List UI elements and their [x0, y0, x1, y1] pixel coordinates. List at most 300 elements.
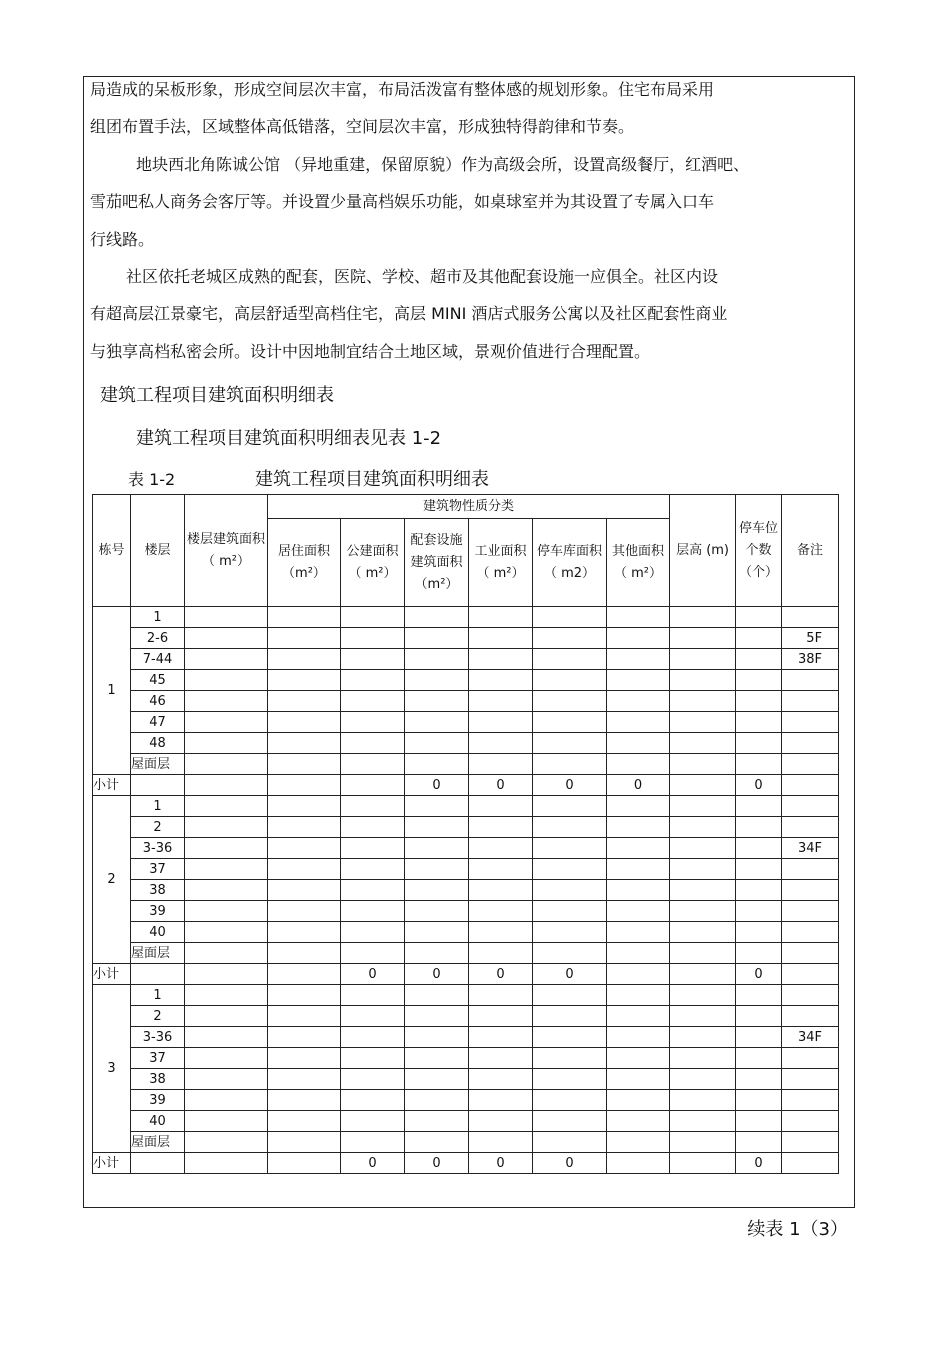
parking-cell — [736, 943, 782, 964]
other-cell — [607, 796, 670, 817]
note-cell — [782, 691, 839, 712]
garage-cell — [533, 817, 607, 838]
height-cell — [670, 691, 736, 712]
industrial-cell — [469, 1048, 533, 1069]
floor-cell: 38 — [131, 880, 185, 901]
garage-cell — [533, 985, 607, 1006]
facility-cell — [405, 859, 469, 880]
garage-cell — [533, 712, 607, 733]
other-cell — [607, 838, 670, 859]
subtotal-public — [341, 775, 405, 796]
residential-cell — [268, 943, 341, 964]
subtotal-label: 小计 — [93, 775, 131, 796]
floor-cell: 2 — [131, 817, 185, 838]
facility-cell — [405, 712, 469, 733]
floor-area-cell — [185, 1006, 268, 1027]
note-cell — [782, 1090, 839, 1111]
note-cell — [782, 880, 839, 901]
subtotal-garage: 0 — [533, 775, 607, 796]
public-cell — [341, 607, 405, 628]
parking-cell — [736, 628, 782, 649]
note-cell — [782, 733, 839, 754]
floor-area-cell — [185, 880, 268, 901]
industrial-cell — [469, 670, 533, 691]
parking-cell — [736, 1048, 782, 1069]
table-row — [93, 817, 839, 838]
residential-cell — [268, 1048, 341, 1069]
facility-cell — [405, 607, 469, 628]
height-cell — [670, 838, 736, 859]
building-number: 1 — [93, 607, 131, 775]
other-cell — [607, 1132, 670, 1153]
height-cell — [670, 1006, 736, 1027]
floor-area-cell — [185, 712, 268, 733]
residential-cell — [268, 691, 341, 712]
subtotal-empty-cell — [670, 775, 736, 796]
floor-cell: 38 — [131, 1069, 185, 1090]
garage-cell — [533, 691, 607, 712]
parking-cell — [736, 670, 782, 691]
subtotal-facility: 0 — [405, 964, 469, 985]
note-cell — [782, 1006, 839, 1027]
height-cell — [670, 1132, 736, 1153]
facility-cell — [405, 733, 469, 754]
industrial-cell — [469, 1069, 533, 1090]
table-row — [93, 1027, 839, 1048]
height-cell — [670, 922, 736, 943]
residential-cell — [268, 922, 341, 943]
header-public: 公建面积（ m²） — [341, 519, 405, 607]
industrial-cell — [469, 754, 533, 775]
subtotal-empty-cell — [268, 1153, 341, 1174]
public-cell — [341, 1111, 405, 1132]
header-parking: 停车位个数（个） — [736, 495, 782, 607]
garage-cell — [533, 670, 607, 691]
note-cell — [782, 754, 839, 775]
garage-cell — [533, 733, 607, 754]
subtotal-facility: 0 — [405, 775, 469, 796]
facility-cell — [405, 943, 469, 964]
height-cell — [670, 733, 736, 754]
garage-cell — [533, 1006, 607, 1027]
facility-cell — [405, 1069, 469, 1090]
floor-area-cell — [185, 670, 268, 691]
parking-cell — [736, 922, 782, 943]
table-row — [93, 1006, 839, 1027]
parking-cell — [736, 1090, 782, 1111]
subtotal-empty-cell — [782, 775, 839, 796]
table-row — [93, 607, 839, 628]
height-cell — [670, 628, 736, 649]
subtotal-empty-cell — [782, 964, 839, 985]
subtotal-facility: 0 — [405, 1153, 469, 1174]
parking-cell — [736, 1027, 782, 1048]
note-cell — [782, 922, 839, 943]
floor-area-cell — [185, 1069, 268, 1090]
subtotal-parking: 0 — [736, 775, 782, 796]
industrial-cell — [469, 607, 533, 628]
table-row — [93, 880, 839, 901]
other-cell — [607, 1111, 670, 1132]
garage-cell — [533, 880, 607, 901]
height-cell — [670, 859, 736, 880]
header-group: 建筑物性质分类 — [268, 495, 670, 519]
floor-cell: 7-44 — [131, 649, 185, 670]
note-cell — [782, 712, 839, 733]
floor-cell: 3-36 — [131, 838, 185, 859]
parking-cell — [736, 1111, 782, 1132]
industrial-cell — [469, 880, 533, 901]
residential-cell — [268, 670, 341, 691]
subtotal-empty-cell — [268, 775, 341, 796]
table-label: 表 1-2 — [128, 470, 176, 489]
industrial-cell — [469, 922, 533, 943]
facility-cell — [405, 1090, 469, 1111]
parking-cell — [736, 817, 782, 838]
other-cell — [607, 859, 670, 880]
residential-cell — [268, 838, 341, 859]
subtotal-empty-cell — [670, 1153, 736, 1174]
floor-area-cell — [185, 796, 268, 817]
subtotal-row — [93, 964, 839, 985]
table-row — [93, 1090, 839, 1111]
industrial-cell — [469, 1027, 533, 1048]
facility-cell — [405, 628, 469, 649]
public-cell — [341, 922, 405, 943]
industrial-cell — [469, 1090, 533, 1111]
other-cell — [607, 1048, 670, 1069]
note-cell — [782, 670, 839, 691]
facility-cell — [405, 1027, 469, 1048]
height-cell — [670, 1111, 736, 1132]
residential-cell — [268, 880, 341, 901]
paragraph-line: 局造成的呆板形象，形成空间层次丰富，布局活泼富有整体感的规划形象。住宅布局采用 — [90, 80, 715, 99]
floor-area-cell — [185, 838, 268, 859]
note-cell: 34F — [782, 1027, 839, 1048]
floor-area-cell — [185, 922, 268, 943]
subtotal-public: 0 — [341, 964, 405, 985]
industrial-cell — [469, 628, 533, 649]
industrial-cell — [469, 691, 533, 712]
residential-cell — [268, 1006, 341, 1027]
floor-area-cell — [185, 985, 268, 1006]
garage-cell — [533, 607, 607, 628]
table-row — [93, 712, 839, 733]
residential-cell — [268, 901, 341, 922]
floor-cell: 46 — [131, 691, 185, 712]
paragraph-line: 雪茄吧私人商务会客厅等。并设置少量高档娱乐功能，如桌球室并为其设置了专属入口车 — [90, 192, 715, 211]
floor-cell: 2-6 — [131, 628, 185, 649]
paragraph-line: 组团布置手法，区域整体高低错落，空间层次丰富，形成独特得韵律和节奏。 — [90, 117, 635, 136]
floor-cell: 1 — [131, 985, 185, 1006]
note-cell — [782, 901, 839, 922]
subtotal-parking: 0 — [736, 964, 782, 985]
subtotal-public: 0 — [341, 1153, 405, 1174]
subtotal-empty-cell — [268, 964, 341, 985]
facility-cell — [405, 817, 469, 838]
floor-area-cell — [185, 649, 268, 670]
garage-cell — [533, 796, 607, 817]
parking-cell — [736, 859, 782, 880]
other-cell — [607, 649, 670, 670]
height-cell — [670, 901, 736, 922]
subtotal-empty-cell — [782, 1153, 839, 1174]
floor-area-cell — [185, 733, 268, 754]
floor-area-cell — [185, 691, 268, 712]
section-subheading: 建筑工程项目建筑面积明细表见表 1-2 — [136, 428, 442, 449]
height-cell — [670, 670, 736, 691]
height-cell — [670, 754, 736, 775]
subtotal-row — [93, 1153, 839, 1174]
floor-area-cell — [185, 943, 268, 964]
floor-cell: 屋面层 — [131, 1132, 185, 1153]
garage-cell — [533, 1027, 607, 1048]
note-cell: 5F — [782, 628, 839, 649]
public-cell — [341, 691, 405, 712]
subtotal-other: 0 — [607, 775, 670, 796]
header-other: 其他面积（ m²） — [607, 519, 670, 607]
floor-cell: 屋面层 — [131, 754, 185, 775]
public-cell — [341, 880, 405, 901]
industrial-cell — [469, 901, 533, 922]
facility-cell — [405, 691, 469, 712]
subtotal-garage: 0 — [533, 964, 607, 985]
industrial-cell — [469, 859, 533, 880]
other-cell — [607, 712, 670, 733]
parking-cell — [736, 733, 782, 754]
note-cell: 38F — [782, 649, 839, 670]
subtotal-empty-cell — [185, 775, 268, 796]
industrial-cell — [469, 1132, 533, 1153]
garage-cell — [533, 1069, 607, 1090]
industrial-cell — [469, 943, 533, 964]
facility-cell — [405, 796, 469, 817]
note-cell — [782, 943, 839, 964]
parking-cell — [736, 691, 782, 712]
subtotal-empty-cell — [131, 964, 185, 985]
garage-cell — [533, 922, 607, 943]
section-heading: 建筑工程项目建筑面积明细表 — [100, 385, 334, 406]
other-cell — [607, 880, 670, 901]
floor-area-cell — [185, 901, 268, 922]
floor-area-cell — [185, 1132, 268, 1153]
public-cell — [341, 796, 405, 817]
table-row — [93, 1111, 839, 1132]
public-cell — [341, 943, 405, 964]
table-row — [93, 691, 839, 712]
height-cell — [670, 1069, 736, 1090]
parking-cell — [736, 1132, 782, 1153]
table-title: 建筑工程项目建筑面积明细表 — [255, 469, 489, 490]
height-cell — [670, 1027, 736, 1048]
other-cell — [607, 754, 670, 775]
parking-cell — [736, 1006, 782, 1027]
table-row — [93, 754, 839, 775]
parking-cell — [736, 1069, 782, 1090]
floor-cell: 3-36 — [131, 1027, 185, 1048]
public-cell — [341, 1027, 405, 1048]
residential-cell — [268, 733, 341, 754]
continued-label: 续表 1（3） — [747, 1219, 848, 1240]
subtotal-label: 小计 — [93, 1153, 131, 1174]
residential-cell — [268, 1090, 341, 1111]
table-row — [93, 985, 839, 1006]
facility-cell — [405, 922, 469, 943]
residential-cell — [268, 817, 341, 838]
public-cell — [341, 1069, 405, 1090]
parking-cell — [736, 607, 782, 628]
height-cell — [670, 985, 736, 1006]
garage-cell — [533, 1090, 607, 1111]
garage-cell — [533, 628, 607, 649]
height-cell — [670, 796, 736, 817]
note-cell — [782, 817, 839, 838]
header-garage: 停车库面积（ m2） — [533, 519, 607, 607]
facility-cell — [405, 1132, 469, 1153]
note-cell — [782, 859, 839, 880]
subtotal-row — [93, 775, 839, 796]
residential-cell — [268, 859, 341, 880]
facility-cell — [405, 880, 469, 901]
public-cell — [341, 1006, 405, 1027]
industrial-cell — [469, 796, 533, 817]
public-cell — [341, 733, 405, 754]
public-cell — [341, 754, 405, 775]
public-cell — [341, 670, 405, 691]
public-cell — [341, 859, 405, 880]
height-cell — [670, 943, 736, 964]
table-row — [93, 796, 839, 817]
facility-cell — [405, 1111, 469, 1132]
floor-cell: 37 — [131, 1048, 185, 1069]
table-row — [93, 901, 839, 922]
table-row — [93, 628, 839, 649]
floor-area-cell — [185, 817, 268, 838]
floor-area-cell — [185, 607, 268, 628]
floor-area-cell — [185, 1090, 268, 1111]
subtotal-label: 小计 — [93, 964, 131, 985]
table-row — [93, 1132, 839, 1153]
table-row — [93, 670, 839, 691]
public-cell — [341, 1132, 405, 1153]
floor-cell: 47 — [131, 712, 185, 733]
residential-cell — [268, 649, 341, 670]
floor-area-cell — [185, 1048, 268, 1069]
facility-cell — [405, 754, 469, 775]
facility-cell — [405, 1006, 469, 1027]
table-row — [93, 733, 839, 754]
garage-cell — [533, 1132, 607, 1153]
other-cell — [607, 691, 670, 712]
subtotal-empty-cell — [131, 775, 185, 796]
floor-cell: 1 — [131, 796, 185, 817]
public-cell — [341, 985, 405, 1006]
paragraph-line: 地块西北角陈诚公馆 （异地重建，保留原貌）作为高级会所，设置高级餐厅，红酒吧、 — [136, 155, 750, 174]
garage-cell — [533, 649, 607, 670]
industrial-cell — [469, 817, 533, 838]
residential-cell — [268, 1069, 341, 1090]
note-cell — [782, 1048, 839, 1069]
floor-cell: 37 — [131, 859, 185, 880]
industrial-cell — [469, 712, 533, 733]
building-number: 3 — [93, 985, 131, 1153]
table-row — [93, 1069, 839, 1090]
subtotal-parking: 0 — [736, 1153, 782, 1174]
floor-cell: 40 — [131, 922, 185, 943]
facility-cell — [405, 670, 469, 691]
height-cell — [670, 817, 736, 838]
residential-cell — [268, 1027, 341, 1048]
height-cell — [670, 880, 736, 901]
residential-cell — [268, 754, 341, 775]
public-cell — [341, 1090, 405, 1111]
height-cell — [670, 712, 736, 733]
table-row — [93, 649, 839, 670]
height-cell — [670, 1090, 736, 1111]
floor-cell: 45 — [131, 670, 185, 691]
facility-cell — [405, 649, 469, 670]
facility-cell — [405, 985, 469, 1006]
public-cell — [341, 817, 405, 838]
other-cell — [607, 922, 670, 943]
public-cell — [341, 712, 405, 733]
other-cell — [607, 901, 670, 922]
note-cell — [782, 1132, 839, 1153]
garage-cell — [533, 859, 607, 880]
other-cell — [607, 943, 670, 964]
header-facility: 配套设施建筑面积（m²） — [405, 519, 469, 607]
residential-cell — [268, 796, 341, 817]
paragraph-line: 社区依托老城区成熟的配套，医院、学校、超市及其他配套设施一应俱全。社区内设 — [126, 267, 719, 286]
floor-cell: 屋面层 — [131, 943, 185, 964]
subtotal-empty-cell — [185, 964, 268, 985]
subtotal-empty-cell — [670, 964, 736, 985]
residential-cell — [268, 628, 341, 649]
residential-cell — [268, 712, 341, 733]
height-cell — [670, 1048, 736, 1069]
industrial-cell — [469, 649, 533, 670]
note-cell — [782, 985, 839, 1006]
facility-cell — [405, 838, 469, 859]
table-header — [93, 495, 839, 607]
paragraph-line: 有超高层江景豪宅，高层舒适型高档住宅，高层 MINI 酒店式服务公寓以及社区配套性商业 — [90, 304, 728, 323]
header-floor: 楼层 — [131, 495, 185, 607]
parking-cell — [736, 838, 782, 859]
floor-area-cell — [185, 628, 268, 649]
header-industrial: 工业面积（ m²） — [469, 519, 533, 607]
subtotal-industrial: 0 — [469, 775, 533, 796]
table-row — [93, 838, 839, 859]
subtotal-other — [607, 964, 670, 985]
facility-cell — [405, 901, 469, 922]
height-cell — [670, 649, 736, 670]
floor-cell: 40 — [131, 1111, 185, 1132]
parking-cell — [736, 880, 782, 901]
floor-cell: 48 — [131, 733, 185, 754]
parking-cell — [736, 754, 782, 775]
other-cell — [607, 628, 670, 649]
subtotal-other — [607, 1153, 670, 1174]
building-number: 2 — [93, 796, 131, 964]
garage-cell — [533, 943, 607, 964]
residential-cell — [268, 1111, 341, 1132]
note-cell — [782, 607, 839, 628]
table-row — [93, 922, 839, 943]
other-cell — [607, 1006, 670, 1027]
parking-cell — [736, 985, 782, 1006]
table-row — [93, 943, 839, 964]
subtotal-industrial: 0 — [469, 1153, 533, 1174]
